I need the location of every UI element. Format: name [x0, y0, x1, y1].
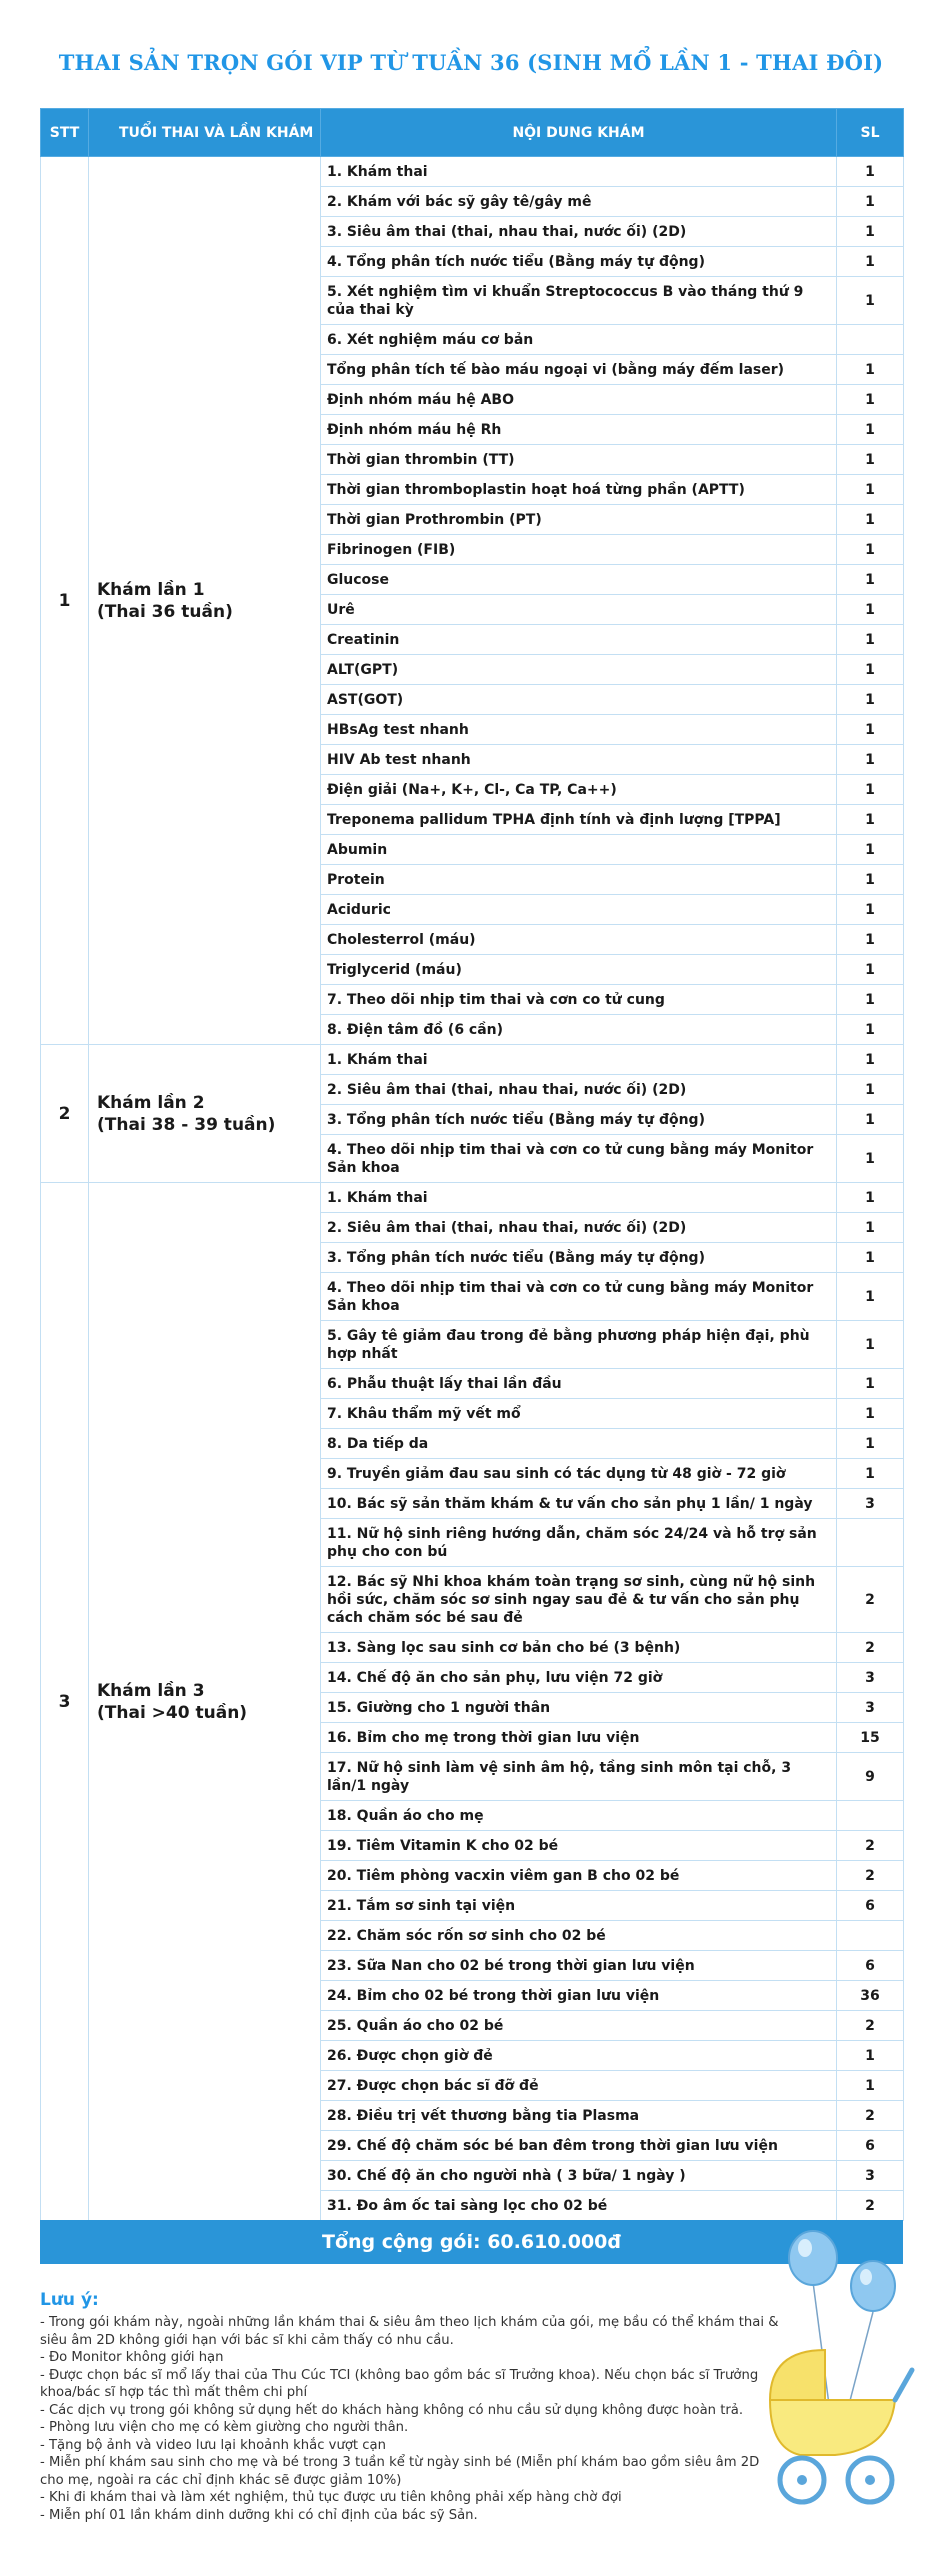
visit-week: (Thai 36 tuần)	[97, 601, 233, 622]
service-quantity: 2	[837, 2101, 904, 2131]
service-quantity: 2	[837, 2011, 904, 2041]
service-item: Treponema pallidum TPHA định tính và định lượng [TPPA]	[321, 805, 837, 835]
table-body	[41, 157, 904, 2221]
note-item: - Khi đi khám thai và làm xét nghiệm, thủ tục được ưu tiên không phải xếp hàng chờ đợi	[40, 2490, 622, 2505]
service-item: 6. Phẫu thuật lấy thai lần đầu	[321, 1369, 837, 1399]
service-item: 13. Sàng lọc sau sinh cơ bản cho bé (3 bệnh)	[321, 1633, 837, 1663]
service-item: 20. Tiêm phòng vacxin viêm gan B cho 02 bé	[321, 1861, 837, 1891]
note-item: - Trong gói khám này, ngoài những lần khám thai & siêu âm theo lịch khám của gói, mẹ bầu có thể khám thai & siêu âm 2D không giới hạn với bác sĩ khi cảm thấy có nhu cầu.	[40, 2315, 779, 2348]
page-title: THAI SẢN TRỌN GÓI VIP TỪ TUẦN 36 (SINH MỔ LẦN 1 - THAI ĐÔI)	[58, 50, 884, 75]
service-quantity: 1	[837, 835, 904, 865]
package-table	[40, 108, 904, 2221]
service-item: Aciduric	[321, 895, 837, 925]
service-quantity: 1	[837, 1273, 904, 1321]
service-item: Điện giải (Na+, K+, Cl-, Ca TP, Ca++)	[321, 775, 837, 805]
service-quantity	[837, 325, 904, 355]
service-item: 8. Da tiếp da	[321, 1429, 837, 1459]
service-item: 28. Điều trị vết thương bằng tia Plasma	[321, 2101, 837, 2131]
service-item: 2. Siêu âm thai (thai, nhau thai, nước ối) (2D)	[321, 1075, 837, 1105]
visit-title: Khám lần 3	[97, 1680, 205, 1701]
service-quantity	[837, 1519, 904, 1567]
service-quantity: 1	[837, 775, 904, 805]
service-item: 21. Tắm sơ sinh tại viện	[321, 1891, 837, 1921]
service-item: Định nhóm máu hệ ABO	[321, 385, 837, 415]
service-item: 6. Xét nghiệm máu cơ bản	[321, 325, 837, 355]
service-item: 19. Tiêm Vitamin K cho 02 bé	[321, 1831, 837, 1861]
service-quantity: 1	[837, 385, 904, 415]
service-item: 4. Tổng phân tích nước tiểu (Bằng máy tự động)	[321, 247, 837, 277]
service-quantity: 1	[837, 2041, 904, 2071]
visit-week: (Thai >40 tuần)	[97, 1702, 248, 1723]
note-item: - Được chọn bác sĩ mổ lấy thai của Thu Cúc TCI (không bao gồm bác sĩ Trưởng khoa). Nếu chọn bác sĩ Trưởng khoa/bác sĩ hợp tác thì mất thêm chi phí	[40, 2367, 759, 2400]
service-quantity: 3	[837, 1489, 904, 1519]
visit-label	[89, 1183, 321, 2221]
service-item: Định nhóm máu hệ Rh	[321, 415, 837, 445]
service-item: 4. Theo dõi nhịp tim thai và cơn co tử cung bằng máy Monitor Sản khoa	[321, 1273, 837, 1321]
service-item: 3. Tổng phân tích nước tiểu (Bằng máy tự động)	[321, 1243, 837, 1273]
service-quantity: 1	[837, 745, 904, 775]
note-item: - Đo Monitor không giới hạn	[40, 2350, 224, 2365]
service-item: 9. Truyền giảm đau sau sinh có tác dụng từ 48 giờ - 72 giờ	[321, 1459, 837, 1489]
total-price: Tổng cộng gói: 60.610.000đ	[40, 2220, 903, 2264]
service-quantity: 1	[837, 955, 904, 985]
table-header-row	[41, 109, 904, 157]
note-item: - Miễn phí khám sau sinh cho mẹ và bé trong 3 tuần kể từ ngày sinh bé (Miễn phí khám bao gồm siêu âm 2D cho mẹ, ngoài ra các chỉ định khác sẽ được giảm 10%)	[40, 2455, 760, 2488]
service-item: 2. Siêu âm thai (thai, nhau thai, nước ối) (2D)	[321, 1213, 837, 1243]
service-item: 3. Tổng phân tích nước tiểu (Bằng máy tự động)	[321, 1105, 837, 1135]
service-item: 1. Khám thai	[321, 1183, 837, 1213]
service-quantity: 1	[837, 685, 904, 715]
service-quantity: 1	[837, 985, 904, 1015]
header-content: NỘI DUNG KHÁM	[321, 109, 837, 157]
service-item: 5. Xét nghiệm tìm vi khuẩn Streptococcus B vào tháng thứ 9 của thai kỳ	[321, 277, 837, 325]
service-item: 5. Gây tê giảm đau trong đẻ bằng phương pháp hiện đại, phù hợp nhất	[321, 1321, 837, 1369]
service-quantity: 1	[837, 1369, 904, 1399]
service-quantity: 1	[837, 1429, 904, 1459]
service-quantity: 1	[837, 277, 904, 325]
service-item: 29. Chế độ chăm sóc bé ban đêm trong thời gian lưu viện	[321, 2131, 837, 2161]
service-item: HBsAg test nhanh	[321, 715, 837, 745]
service-item: 14. Chế độ ăn cho sản phụ, lưu viện 72 giờ	[321, 1663, 837, 1693]
service-item: 22. Chăm sóc rốn sơ sinh cho 02 bé	[321, 1921, 837, 1951]
service-item: Abumin	[321, 835, 837, 865]
service-item: 7. Khâu thẩm mỹ vết mổ	[321, 1399, 837, 1429]
service-item: Cholesterrol (máu)	[321, 925, 837, 955]
service-item: 23. Sữa Nan cho 02 bé trong thời gian lưu viện	[321, 1951, 837, 1981]
service-quantity: 2	[837, 1861, 904, 1891]
baby-stroller-icon	[730, 2330, 920, 2515]
service-item: 30. Chế độ ăn cho người nhà ( 3 bữa/ 1 ngày )	[321, 2161, 837, 2191]
service-quantity: 1	[837, 1183, 904, 1213]
service-quantity: 1	[837, 1135, 904, 1183]
visit-number: 3	[41, 1183, 89, 2221]
service-quantity: 1	[837, 655, 904, 685]
service-item: Creatinin	[321, 625, 837, 655]
service-quantity: 1	[837, 157, 904, 187]
service-item: 25. Quần áo cho 02 bé	[321, 2011, 837, 2041]
service-quantity: 2	[837, 2191, 904, 2221]
service-item: 3. Siêu âm thai (thai, nhau thai, nước ối) (2D)	[321, 217, 837, 247]
service-item: ALT(GPT)	[321, 655, 837, 685]
notes-title: Lưu ý:	[40, 2290, 99, 2310]
note-item: - Các dịch vụ trong gói không sử dụng hết do khách hàng không có nhu cầu sử dụng không được hoàn trả.	[40, 2402, 744, 2418]
service-quantity: 1	[837, 445, 904, 475]
service-quantity: 1	[837, 247, 904, 277]
service-quantity: 1	[837, 505, 904, 535]
service-quantity: 1	[837, 1015, 904, 1045]
service-quantity: 1	[837, 865, 904, 895]
service-quantity: 1	[837, 1045, 904, 1075]
service-quantity: 36	[837, 1981, 904, 2011]
header-qty: SL	[837, 109, 904, 157]
service-item: 8. Điện tâm đồ (6 cần)	[321, 1015, 837, 1045]
service-item: 24. Bỉm cho 02 bé trong thời gian lưu viện	[321, 1981, 837, 2011]
service-item: Fibrinogen (FIB)	[321, 535, 837, 565]
note-item: - Phòng lưu viện cho mẹ có kèm giường cho người thân.	[40, 2420, 409, 2435]
service-item: 1. Khám thai	[321, 1045, 837, 1075]
service-quantity: 1	[837, 415, 904, 445]
visit-label	[89, 157, 321, 1045]
service-quantity: 1	[837, 1321, 904, 1369]
service-item: 7. Theo dõi nhịp tim thai và cơn co tử cung	[321, 985, 837, 1015]
service-item: Protein	[321, 865, 837, 895]
service-quantity: 3	[837, 1693, 904, 1723]
service-item: Glucose	[321, 565, 837, 595]
service-quantity: 1	[837, 895, 904, 925]
service-quantity: 1	[837, 805, 904, 835]
service-item: 15. Giường cho 1 người thân	[321, 1693, 837, 1723]
service-item: 10. Bác sỹ sản thăm khám & tư vấn cho sản phụ 1 lần/ 1 ngày	[321, 1489, 837, 1519]
service-item: AST(GOT)	[321, 685, 837, 715]
service-item: 12. Bác sỹ Nhi khoa khám toàn trạng sơ sinh, cùng nữ hộ sinh hồi sức, chăm sóc sơ sinh ngay sau đẻ & tư vấn cho sản phụ cách chăm sóc bé sau đẻ	[321, 1567, 837, 1633]
service-quantity	[837, 1801, 904, 1831]
service-item: Triglycerid (máu)	[321, 955, 837, 985]
visit-number: 2	[41, 1045, 89, 1183]
service-item: 17. Nữ hộ sinh làm vệ sinh âm hộ, tầng sinh môn tại chỗ, 3 lần/1 ngày	[321, 1753, 837, 1801]
service-quantity: 3	[837, 2161, 904, 2191]
service-quantity: 1	[837, 925, 904, 955]
service-item: 11. Nữ hộ sinh riêng hướng dẫn, chăm sóc 24/24 và hỗ trợ sản phụ cho con bú	[321, 1519, 837, 1567]
service-quantity	[837, 1921, 904, 1951]
visit-week: (Thai 38 - 39 tuần)	[97, 1114, 276, 1135]
service-quantity: 2	[837, 1633, 904, 1663]
service-item: 27. Được chọn bác sĩ đỡ đẻ	[321, 2071, 837, 2101]
service-quantity: 9	[837, 1753, 904, 1801]
visit-number: 1	[41, 157, 89, 1045]
service-item: 4. Theo dõi nhịp tim thai và cơn co tử cung bằng máy Monitor Sản khoa	[321, 1135, 837, 1183]
service-item: 1. Khám thai	[321, 157, 837, 187]
service-quantity: 1	[837, 1105, 904, 1135]
service-item: Thời gian Prothrombin (PT)	[321, 505, 837, 535]
service-quantity: 1	[837, 1075, 904, 1105]
service-quantity: 1	[837, 475, 904, 505]
notes-list	[40, 2314, 780, 2524]
note-item: - Miễn phí 01 lần khám dinh dưỡng khi có chỉ định của bác sỹ Sản.	[40, 2507, 478, 2523]
service-item: Thời gian thrombin (TT)	[321, 445, 837, 475]
table-row	[41, 1183, 904, 1213]
service-item: Urê	[321, 595, 837, 625]
service-quantity: 1	[837, 1459, 904, 1489]
service-quantity: 1	[837, 625, 904, 655]
service-item: HIV Ab test nhanh	[321, 745, 837, 775]
service-item: Tổng phân tích tế bào máu ngoại vi (bằng máy đếm laser)	[321, 355, 837, 385]
service-quantity: 1	[837, 355, 904, 385]
table-row	[41, 1045, 904, 1075]
service-quantity: 6	[837, 2131, 904, 2161]
service-quantity: 1	[837, 595, 904, 625]
service-quantity: 1	[837, 1399, 904, 1429]
service-quantity: 1	[837, 1243, 904, 1273]
table-row	[41, 157, 904, 187]
visit-title: Khám lần 2	[97, 1092, 205, 1113]
service-item: 26. Được chọn giờ đẻ	[321, 2041, 837, 2071]
service-quantity: 1	[837, 2071, 904, 2101]
header-visit: TUỔI THAI VÀ LẦN KHÁM	[89, 109, 321, 157]
service-quantity: 1	[837, 217, 904, 247]
service-quantity: 2	[837, 1831, 904, 1861]
service-quantity: 2	[837, 1567, 904, 1633]
visit-label	[89, 1045, 321, 1183]
service-item: 2. Khám với bác sỹ gây tê/gây mê	[321, 187, 837, 217]
service-quantity: 1	[837, 1213, 904, 1243]
service-quantity: 1	[837, 565, 904, 595]
service-quantity: 1	[837, 187, 904, 217]
service-item: 18. Quần áo cho mẹ	[321, 1801, 837, 1831]
service-item: Thời gian thromboplastin hoạt hoá từng phần (APTT)	[321, 475, 837, 505]
header-stt: STT	[41, 109, 89, 157]
service-item: 31. Đo âm ốc tai sàng lọc cho 02 bé	[321, 2191, 837, 2221]
service-quantity: 1	[837, 715, 904, 745]
service-quantity: 3	[837, 1663, 904, 1693]
service-item: 16. Bỉm cho mẹ trong thời gian lưu viện	[321, 1723, 837, 1753]
service-quantity: 6	[837, 1891, 904, 1921]
service-quantity: 6	[837, 1951, 904, 1981]
note-item: - Tặng bộ ảnh và video lưu lại khoảnh khắc vượt cạn	[40, 2437, 386, 2453]
service-quantity: 1	[837, 535, 904, 565]
visit-title: Khám lần 1	[97, 579, 205, 600]
service-quantity: 15	[837, 1723, 904, 1753]
